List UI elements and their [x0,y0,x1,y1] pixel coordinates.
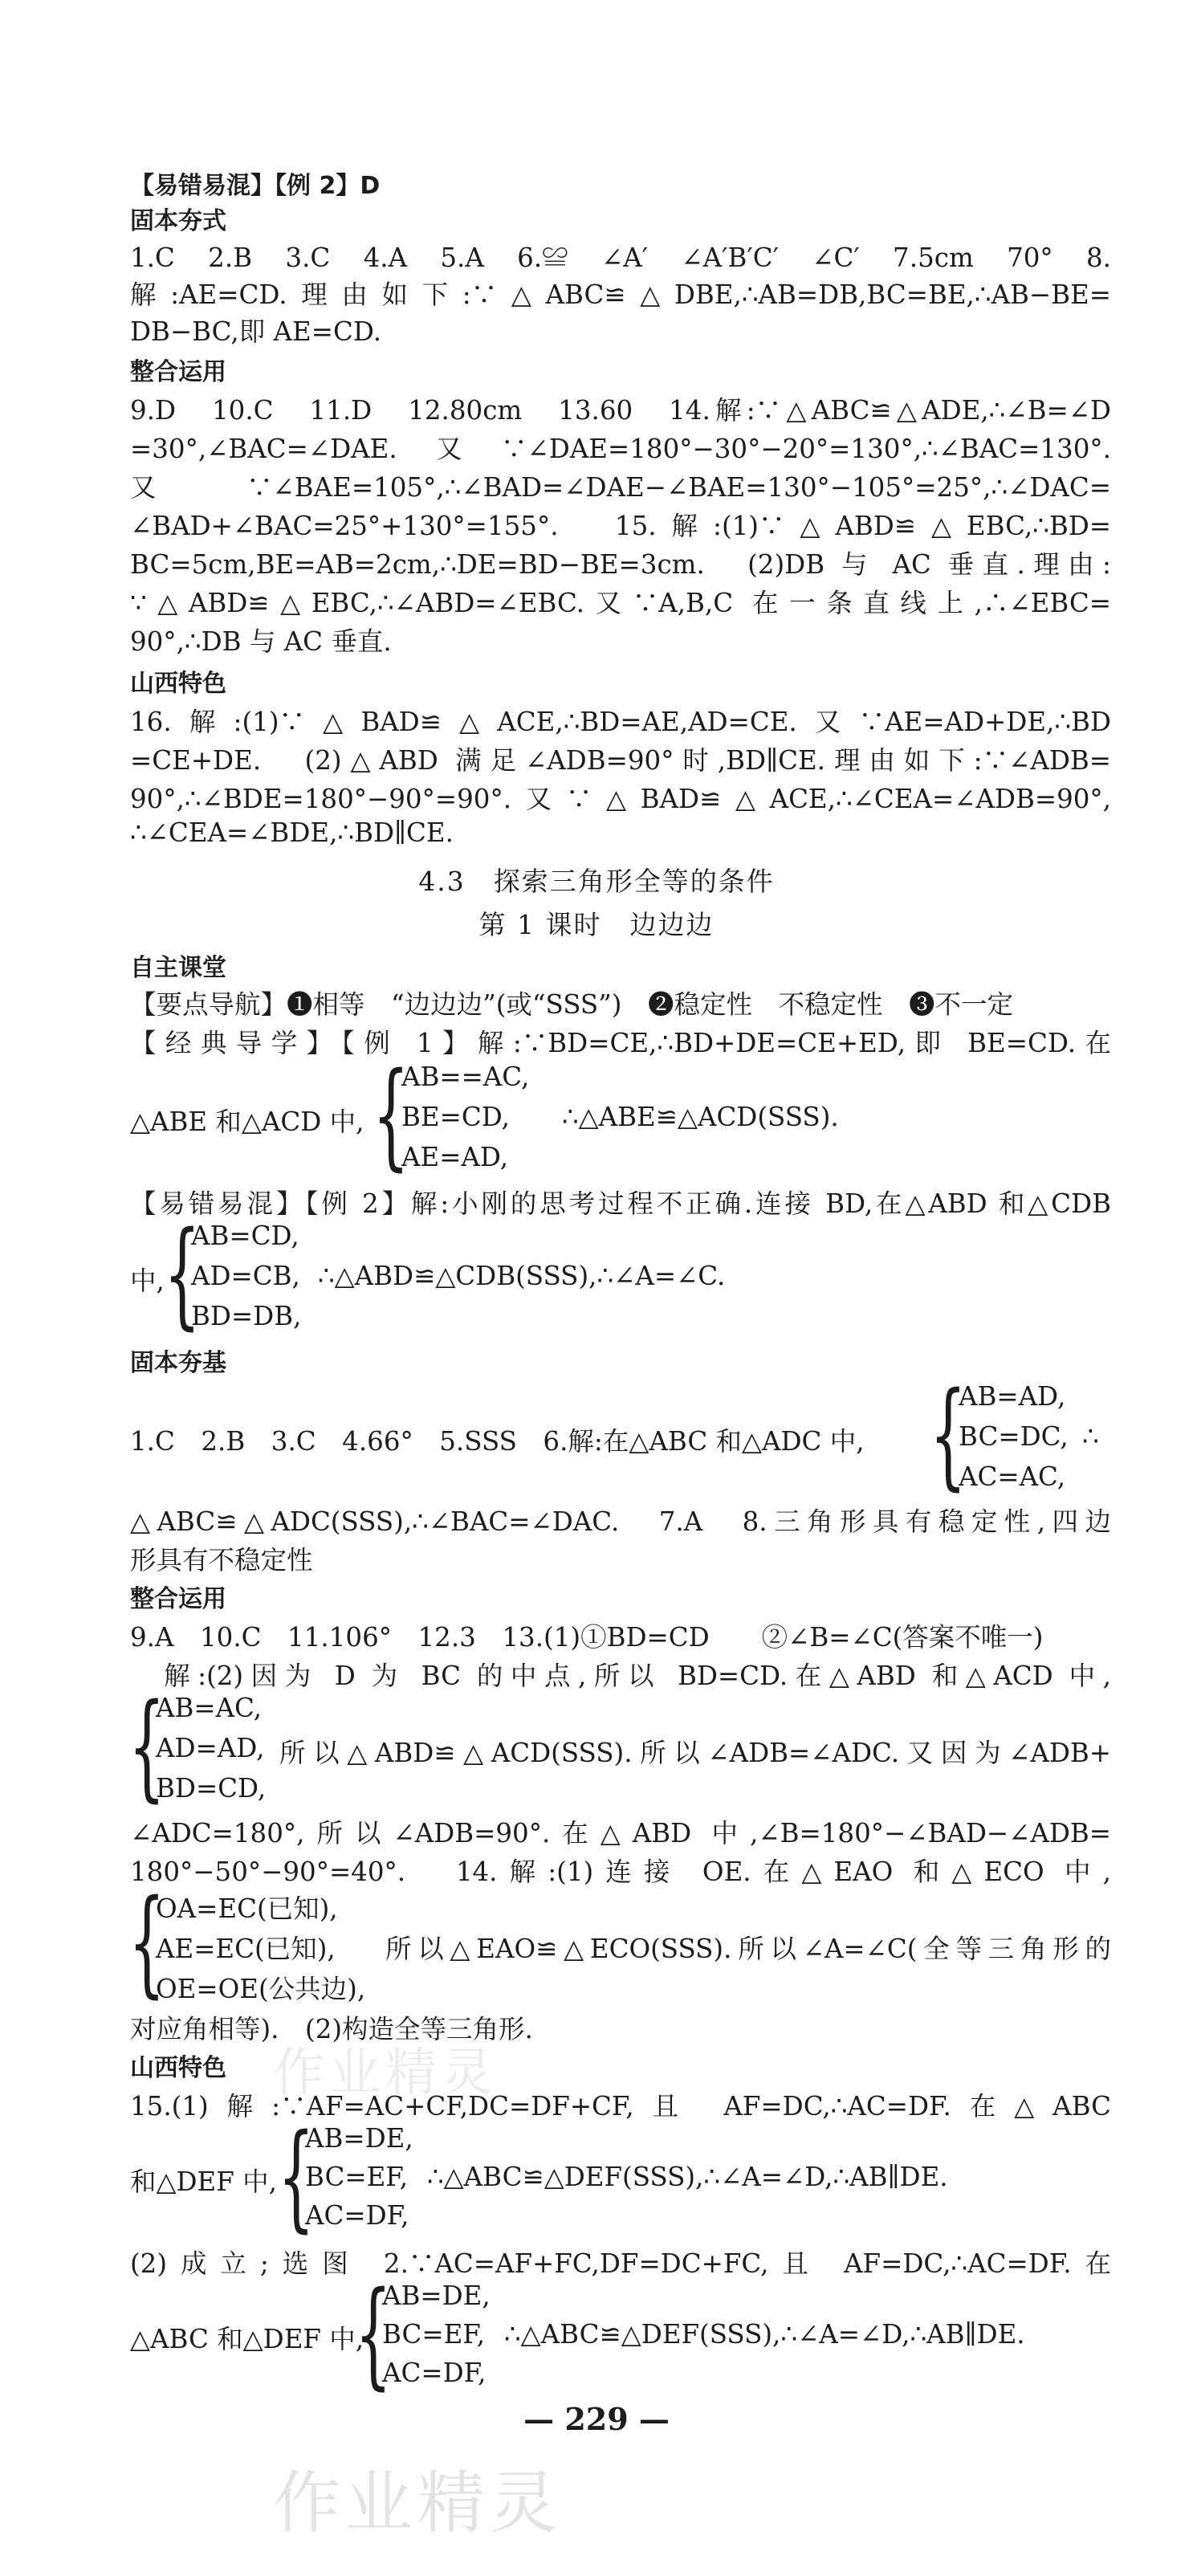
section-title-gubenji: 固本夯基 [130,1349,226,1377]
text-line: △ABC 和△DEF 中, [130,2324,364,2354]
text-line: 15.(1)解:∵AF=AC+CF,DC=DF+CF,且 AF=DC,∴AC=DF.在△ABC [130,2091,1111,2122]
system-line: BC=EF, [382,2319,486,2350]
watermark: 作业精灵 [273,2464,563,2542]
section-heading: 4.3 探索三角形全等的条件 [418,866,775,897]
text-line: ∵△ABD≌△EBC,∴∠ABD=∠EBC.又∵A,B,C 在一条直线上,∴∠EBC= [130,588,1111,618]
brace: { [164,1208,201,1342]
brace: { [128,1680,165,1814]
text-line: 【经典导学】【例 1】解:∵BD=CE,∴BD+DE=CE+ED,即 BE=CD.在 [130,1028,1111,1058]
text-line: 1.C 2.B 3.C 4.66° 5.SSS 6.解:在△ABC 和△ADC 中, [130,1426,865,1457]
text-line: 所以△EAO≌△ECO(SSS).所以∠A=∠C(全等三角形的 [385,1934,1111,1964]
text-line: ∴△ABC≌△DEF(SSS),∴∠A=∠D,∴AB∥DE. [427,2162,948,2192]
text-line: ∴△ABE≌△ACD(SSS). [562,1102,839,1132]
system-line: BC=EF, [305,2162,409,2192]
text-line: BC=5cm,BE=AB=2cm,∴DE=BD−BE=3cm. (2)DB 与 AC 垂直.理由: [130,549,1111,580]
text-line: ∴△ABD≌△CDB(SSS),∴∠A=∠C. [318,1261,726,1291]
lesson-heading: 第 1 课时 边边边 [478,909,715,940]
text-line: △ABE 和△ACD 中, [130,1107,364,1137]
watermark: 作业精灵 [273,2044,498,2103]
text-line: 中, [130,1266,165,1296]
brace: { [373,1049,409,1183]
section-title-shanxi-2: 山西特色 [130,2054,226,2082]
text-line: 9.A 10.C 11.106° 12.3 13.(1)①BD=CD ②∠B=∠C(答案不唯一) [130,1622,1044,1653]
text-line: 1.C 2.B 3.C 4.A 5.A 6.≌ ∠A′ ∠A′B′C′ ∠C′ 7.5cm 70° 8. [130,243,1111,273]
text-line: (2)成立;选图 2.∵AC=AF+FC,DF=DC+FC,且 AF=DC,∴AC=DF.在 [130,2248,1111,2279]
system-line: AD=CB, [191,1261,300,1291]
system-line: AC=DF, [305,2200,409,2231]
section-title-shanxi: 山西特色 [130,670,226,698]
section-title-guben: 固本夯式 [130,207,226,235]
section-title-zhenghe: 整合运用 [130,358,226,386]
text-line: 90°,∴DB 与 AC 垂直. [130,626,392,657]
text-line: =CE+DE. (2)△ABD 满足∠ADB=90°时,BD∥CE.理由如下:∵∠ADB= [130,745,1111,776]
text-line: DB−BC,即 AE=CD. [130,316,382,347]
text-line: ∴∠CEA=∠BDE,∴BD∥CE. [130,817,454,848]
system-line: BE=CD, [401,1102,510,1132]
text-line: 【要点导航】❶相等 “边边边”(或“SSS”) ❷稳定性 不稳定性 ❸不一定 [130,989,1013,1020]
text-line: 对应角相等). (2)构造全等三角形. [130,2014,533,2044]
section-title-zizhu: 自主课堂 [130,954,226,982]
system-line: BC=DC, [959,1421,1069,1452]
text-line: 和△DEF 中, [130,2166,277,2197]
text-line: 形具有不稳定性 [130,1545,313,1575]
page-number: — 229 — [523,2401,670,2437]
text-line: 解:AE=CD.理由如下:∵△ABC≌△DBE,∴AB=DB,BC=BE,∴AB−BE= [130,279,1111,310]
system-line: AD=AD, [156,1733,265,1763]
text-line: 16.解:(1)∵△BAD≌△ACE,∴BD=AE,AD=CE.又∵AE=AD+DE,∴BD [130,707,1111,737]
text-line: 90°,∴∠BDE=180°−90°=90°.又∵△BAD≌△ACE,∴∠CEA=∠ADB=90°, [130,784,1111,814]
text-line: 解:(2)因为 D 为 BC 的中点,所以 BD=CD.在△ABD 和△ACD 中, [130,1661,1111,1691]
brace: { [128,1876,165,2010]
system-line: AB=DE, [382,2280,491,2311]
text-line: ∴△ABC≌△DEF(SSS),∴∠A=∠D,∴AB∥DE. [504,2319,1025,2350]
system-line: AB=DE, [305,2123,413,2154]
system-line: AC=AC, [959,1461,1066,1492]
brace: { [930,1368,967,1502]
text-line: 所以△ABD≌△ACD(SSS).所以∠ADB=∠ADC.又因为∠ADB+ [279,1738,1111,1768]
text-line: ∠ADC=180°,所以∠ADB=90°.在△ABD 中,∠B=180°−∠BAD−∠ADB= [130,1818,1111,1848]
text-line: △ABC≌△ADC(SSS),∴∠BAC=∠DAC. 7.A 8.三角形具有稳定性,四边 [130,1506,1111,1537]
system-line: BD=DB, [191,1301,302,1331]
text-line: ∴ [1082,1421,1099,1452]
text-line: 180°−50°−90°=40°. 14.解:(1)连接 OE.在△EAO 和△ECO 中, [130,1857,1111,1887]
brace: { [355,2268,392,2402]
text-line: =30°,∠BAC=∠DAE.又∵∠DAE=180°−30°−20°=130°,∴∠BAC=130°. [130,434,1111,464]
system-line: AE=AD, [401,1142,509,1172]
system-line: AB=AC, [156,1693,263,1723]
system-line: BD=CD, [156,1773,267,1804]
brace: { [278,2110,315,2244]
system-line: AB=AD, [959,1381,1066,1412]
top-line: 【易错易混】【例 2】D [130,172,381,200]
text-line: 又∵∠BAE=105°,∴∠BAD=∠DAE−∠BAE=130°−105°=25°,∴∠DAC= [130,472,1111,503]
text-line: 【易错易混】【例 2】解:小刚的思考过程不正确.连接 BD,在△ABD 和△CDB [130,1188,1111,1219]
system-line: AE=EC(已知), [156,1934,336,1964]
text-line: 9.D 10.C 11.D 12.80cm 13.60 14.解:∵△ABC≌△ADE,∴∠B=∠D [130,395,1111,426]
section-title-zhenghe-2: 整合运用 [130,1585,226,1613]
system-line: AB=CD, [191,1221,299,1251]
system-line: AB==AC, [401,1062,530,1092]
text-line: ∠BAD+∠BAC=25°+130°=155°. 15.解:(1)∵△ABD≌△EBC,∴BD= [130,511,1111,541]
system-line: AC=DF, [382,2358,487,2388]
system-line: OA=EC(已知), [156,1893,338,1924]
system-line: OE=OE(公共边), [156,1974,366,2004]
